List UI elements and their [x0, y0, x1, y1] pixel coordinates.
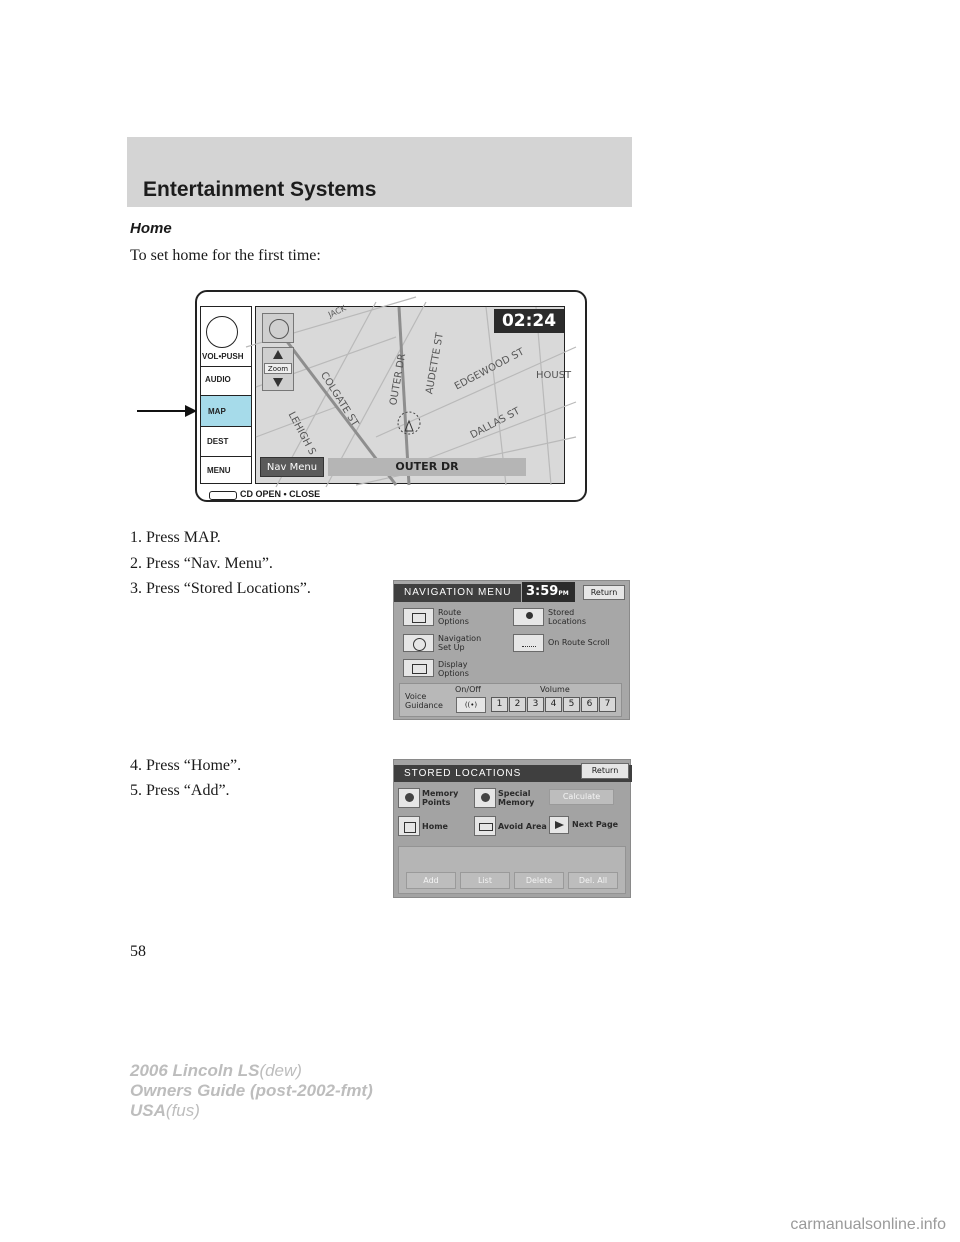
special-memory-button[interactable] [474, 788, 496, 808]
label-line: Guidance [405, 701, 443, 710]
volume-level-1[interactable]: 1 [491, 697, 508, 712]
label-line: Route [438, 608, 462, 617]
home-button[interactable] [398, 816, 420, 836]
return-button[interactable]: Return [583, 585, 625, 600]
delete-all-button[interactable]: Del. All [568, 872, 618, 889]
street-label: OUTER DR [388, 352, 409, 407]
chapter-title: Entertainment Systems [143, 178, 377, 201]
route-options-button[interactable] [403, 608, 434, 626]
map-screen[interactable] [255, 303, 572, 484]
street-label: EDGEWOOD ST [452, 346, 527, 393]
volume-level-2[interactable]: 2 [509, 697, 526, 712]
volume-level-3[interactable]: 3 [527, 697, 544, 712]
clock-suffix: PM [558, 590, 569, 597]
label-line: Special [498, 789, 531, 798]
avoid-area-icon [479, 823, 493, 831]
navigation-setup-button[interactable] [403, 634, 434, 652]
clock-time: 3:59 [526, 584, 559, 599]
divider [200, 395, 252, 396]
next-page-icon [555, 821, 564, 829]
current-street-bar: OUTER DR [328, 458, 526, 476]
display-options-button[interactable] [403, 659, 434, 677]
memory-points-icon [405, 793, 414, 802]
footer-text: (dew) [259, 1061, 302, 1080]
page-number: 58 [130, 943, 146, 960]
footer-market [130, 1101, 200, 1121]
calculate-button[interactable]: Calculate [549, 789, 614, 805]
on-route-scroll-label: On Route Scroll [548, 638, 610, 647]
list-button[interactable]: List [460, 872, 510, 889]
label-line: Set Up [438, 643, 465, 652]
divider [200, 426, 252, 427]
watermark[interactable]: carmanualsonline.info [790, 1216, 946, 1233]
voice-toggle-button[interactable]: ((•) [456, 697, 486, 713]
special-memory-icon [481, 793, 490, 802]
label-line: Options [438, 617, 469, 626]
stored-locations-title: STORED LOCATIONS [394, 765, 632, 782]
footer-text: USA [130, 1101, 166, 1120]
route-options-label [438, 608, 469, 626]
footer-text: 2006 Lincoln LS [130, 1061, 260, 1080]
compass-button[interactable] [262, 313, 294, 343]
add-button[interactable]: Add [406, 872, 456, 889]
compass-icon [269, 319, 289, 339]
voice-guidance-label [405, 692, 443, 710]
dest-button[interactable]: DEST [207, 437, 229, 446]
step-5: 5. Press “Add”. [130, 782, 230, 799]
nav-menu-button[interactable]: Nav Menu [260, 457, 324, 477]
voice-guidance-panel [399, 683, 622, 717]
volume-level-5[interactable]: 5 [563, 697, 580, 712]
footer-text: (fus) [165, 1101, 200, 1120]
navigation-menu-screen [393, 580, 630, 720]
memory-points-button[interactable] [398, 788, 420, 808]
avoid-area-button[interactable] [474, 816, 496, 836]
next-page-button[interactable] [549, 816, 569, 834]
navigation-menu-title: NAVIGATION MENU [394, 584, 521, 602]
vol-push-label: VOL•PUSH [202, 352, 244, 361]
label-line: Stored [548, 608, 575, 617]
stored-locations-button[interactable] [513, 608, 544, 626]
section-title: Home [130, 220, 172, 237]
label-line: Navigation [438, 634, 482, 643]
route-options-icon [412, 613, 426, 623]
label-line: Memory [422, 789, 459, 798]
zoom-control[interactable] [262, 347, 294, 391]
step-2: 2. Press “Nav. Menu”. [130, 555, 273, 572]
divider [200, 366, 252, 367]
stored-locations-label [548, 608, 586, 626]
zoom-label: Zoom [264, 363, 292, 374]
list-area [398, 846, 626, 894]
step-1: 1. Press MAP. [130, 529, 221, 546]
label-line: Memory [498, 798, 535, 807]
home-icon [404, 822, 416, 833]
stored-locations-screen [393, 759, 631, 898]
street-label: COLGATE ST [317, 370, 361, 429]
on-route-scroll-button[interactable] [513, 634, 544, 652]
street-label: HOUST [536, 370, 572, 381]
next-page-label: Next Page [572, 820, 619, 829]
display-options-icon [412, 664, 427, 674]
special-memory-label [498, 789, 534, 807]
pointer-arrow-line [137, 410, 187, 412]
street-label: JACK [326, 303, 348, 320]
return-button[interactable]: Return [581, 763, 629, 779]
label-line: Voice [405, 692, 427, 701]
pointer-arrow-icon [185, 405, 197, 417]
display-options-label [438, 660, 469, 678]
map-button[interactable]: MAP [208, 407, 226, 416]
delete-button[interactable]: Delete [514, 872, 564, 889]
clock-display [522, 582, 575, 602]
label-line: Locations [548, 617, 587, 626]
footer-guide [130, 1081, 373, 1101]
step-4: 4. Press “Home”. [130, 757, 242, 774]
volume-knob[interactable] [206, 316, 238, 348]
footer-text: Owners Guide (post-2002-fmt) [130, 1081, 373, 1100]
intro-text: To set home for the first time: [130, 247, 321, 264]
zoom-out-icon[interactable] [273, 378, 283, 387]
divider [200, 456, 252, 457]
volume-level-7[interactable]: 7 [599, 697, 616, 712]
step-3: 3. Press “Stored Locations”. [130, 580, 311, 597]
cd-slot-icon [209, 491, 237, 500]
navigation-setup-icon [413, 638, 426, 651]
street-label: DALLAS ST [468, 405, 522, 442]
street-label: AUDETTE ST [424, 331, 446, 396]
avoid-area-label: Avoid Area [498, 822, 547, 831]
label-line: Display [438, 660, 468, 669]
memory-points-label [422, 789, 458, 807]
home-label: Home [422, 822, 448, 831]
footer-model [130, 1061, 302, 1081]
label-line: Points [422, 798, 451, 807]
volume-level-4[interactable]: 4 [545, 697, 562, 712]
navigation-setup-label [438, 634, 481, 652]
on-route-scroll-icon [522, 640, 536, 647]
audio-button[interactable]: AUDIO [205, 375, 231, 384]
zoom-in-icon[interactable] [273, 350, 283, 359]
clock-display: 02:24 [494, 309, 564, 333]
cd-open-close-label: CD OPEN • CLOSE [240, 489, 321, 499]
menu-button[interactable]: MENU [207, 466, 231, 475]
volume-level-6[interactable]: 6 [581, 697, 598, 712]
on-off-label: On/Off [455, 685, 481, 694]
stored-locations-icon [526, 612, 533, 619]
volume-label: Volume [540, 685, 570, 694]
label-line: Options [438, 669, 469, 678]
street-label: LEHIGH S [285, 410, 318, 457]
